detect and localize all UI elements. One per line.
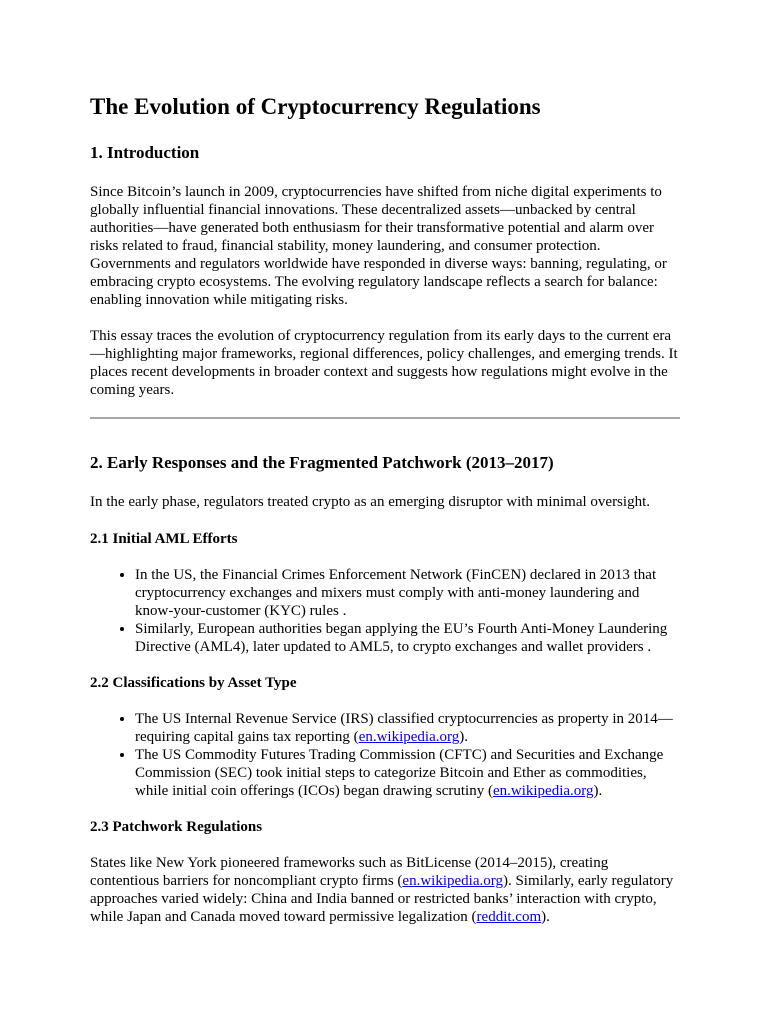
list-item: • In the US, the Financial Crimes Enforcement Network (FinCEN) declared in 2013 that cryptocurrency exchanges and mixers must comply with anti-money laundering and know-your-customer (KYC) rules . (135, 566, 680, 620)
list-item (135, 746, 680, 800)
document-body (90, 92, 680, 944)
section-1-heading: 1. Introduction (90, 143, 200, 162)
intro-paragraph-1: Since Bitcoin’s launch in 2009, cryptocurrencies have shifted from niche digital experiments to globally influential financial innovations. These decentralized assets—unbacked by central authorities—have generated both enthusiasm for their transformative potential and alarm over risks related to fraud, financial stability, money laundering, and consumer protection. Governments and regulators worldwide have responded in diverse ways: banning, regulating, or embracing crypto ecosystems. The evolving regulatory landscape reflects a search for balance: enabling innovation while mitigating risks. (90, 184, 667, 308)
source-link[interactable]: en.wikipedia.org (402, 873, 503, 889)
list-item (135, 710, 680, 746)
section-divider (90, 417, 680, 419)
source-link[interactable]: en.wikipedia.org (358, 729, 460, 745)
aml-efforts-list (90, 566, 680, 656)
list-item: • Similarly, European authorities began applying the EU’s Fourth Anti-Money Laundering Directive (AML4), later updated to AML5, to crypto exchanges and wallet providers . (135, 620, 680, 656)
section-2-heading: 2. Early Responses and the Fragmented Patchwork (2013–2017) (90, 453, 554, 472)
paragraph-text: States like New York pioneered frameworks such as BitLicense (2014–2015), creating contentious barriers for noncompliant crypto firms ( (90, 855, 609, 889)
subsection-2-3-heading: 2.3 Patchwork Regulations (90, 819, 263, 835)
list-item-text: The US Commodity Futures Trading Commission (CFTC) and Securities and Exchange Commission (SEC) took initial steps to categorize Bitcoin and Ether as commodities, while initial coin offerings (ICOs) began drawing scrutiny ( (135, 747, 664, 799)
paragraph-text: ). Similarly, early regulatory approaches varied widely: China and India banned or restricted banks’ interaction with crypto, while Japan and Canada moved toward permissive legalization ( (90, 873, 674, 925)
patchwork-paragraph (90, 854, 680, 926)
source-link[interactable]: reddit.com (476, 909, 542, 925)
subsection-2-2-heading: 2.2 Classifications by Asset Type (90, 675, 297, 691)
list-item-text: The US Internal Revenue Service (IRS) classified cryptocurrencies as property in 2014—requiring capital gains tax reporting ( (135, 711, 673, 745)
asset-classification-list (90, 710, 680, 800)
section-2-intro: In the early phase, regulators treated crypto as an emerging disruptor with minimal oversight. (90, 494, 650, 510)
paragraph-text: ). (541, 909, 550, 925)
source-link[interactable]: en.wikipedia.org (492, 783, 594, 799)
list-item-text: ). (459, 729, 468, 745)
list-item-text: ). (593, 783, 603, 799)
subsection-2-1-heading: 2.1 Initial AML Efforts (90, 531, 238, 547)
document-title: The Evolution of Cryptocurrency Regulations (90, 94, 541, 119)
intro-paragraph-2: This essay traces the evolution of cryptocurrency regulation from its early days to the current era—highlighting major frameworks, regional differences, policy challenges, and emerging trends. It places recent developments in broader context and suggests how regulations might evolve in the coming years. (90, 328, 678, 398)
